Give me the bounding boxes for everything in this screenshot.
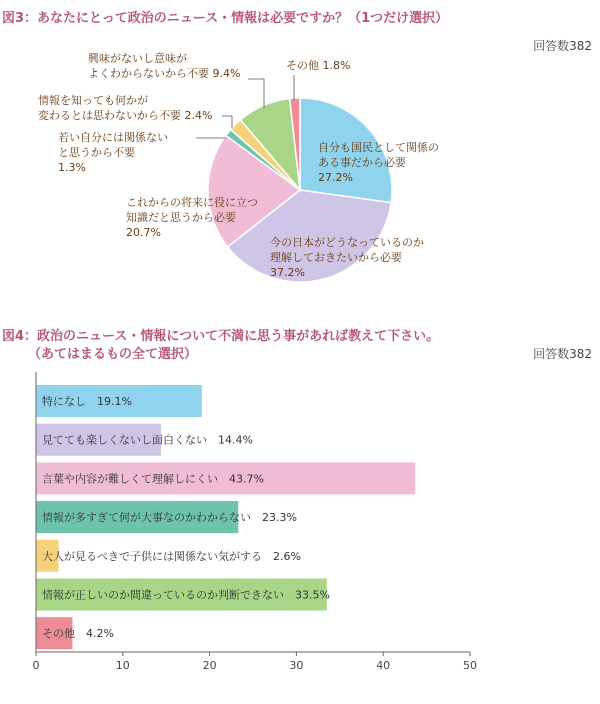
pie-slice-label: 興味がないし意味がよくわからないから不要 9.4% xyxy=(88,52,241,80)
pie-slice-label: 情報を知っても何かが変わるとは思わないから不要 2.4% xyxy=(38,94,213,122)
bar-chart-title: 図4：政治のニュース・情報について不満に思う事があれば教えて下さい。 xyxy=(2,329,440,344)
pie-leader-line xyxy=(222,116,232,128)
bar-label: 情報が正しいのか間違っているのか判断できない 33.5% xyxy=(42,588,330,602)
bar-chart-subtitle: （あてはまるもの全て選択） xyxy=(28,347,198,362)
bar-label: 大人が見るべきで子供には関係ない気がする 2.6% xyxy=(42,549,301,563)
pie-slice-label: 今の日本がどうなっているのか理解しておきたいから必要 37.2% xyxy=(270,236,424,279)
bar-x-tick-label: 0 xyxy=(32,659,40,672)
bar-x-tick-label: 10 xyxy=(115,659,130,672)
bar-label: 言葉や内容が難しくて理解しにくい 43.7% xyxy=(42,472,264,486)
pie-slice-label: これからの将来に役に立つ知識だと思うから必要 20.7% xyxy=(126,196,258,239)
bar-label: 見てても楽しくないし面白くない 14.4% xyxy=(42,433,253,447)
pie-chart-title: 図3：あなたにとって政治のニュース・情報は必要ですか？（1つだけ選択） xyxy=(2,11,449,26)
bar-x-tick-label: 30 xyxy=(289,659,304,672)
pie-slice-label: その他 1.8% xyxy=(286,59,351,72)
pie-slice-label: 自分も国民として関係のある事だから必要 27.2% xyxy=(318,141,439,184)
bar-x-tick-label: 50 xyxy=(463,659,477,672)
bar-label: 情報が多すぎて何が大事なのかわからない 23.3% xyxy=(42,511,297,525)
bar-x-tick-label: 40 xyxy=(376,659,391,672)
pie-leader-line xyxy=(248,79,264,108)
bar-label: その他 4.2% xyxy=(42,627,114,641)
bar-respondent-count: 回答数382 xyxy=(533,347,592,361)
pie-respondent-count: 回答数382 xyxy=(533,39,592,53)
pie-slice-label: 若い自分には関係ないと思うから不要 1.3% xyxy=(58,131,168,174)
bar-x-tick-label: 20 xyxy=(202,659,217,672)
bar-chart xyxy=(33,372,478,672)
bar-label: 特になし 19.1% xyxy=(42,395,132,408)
